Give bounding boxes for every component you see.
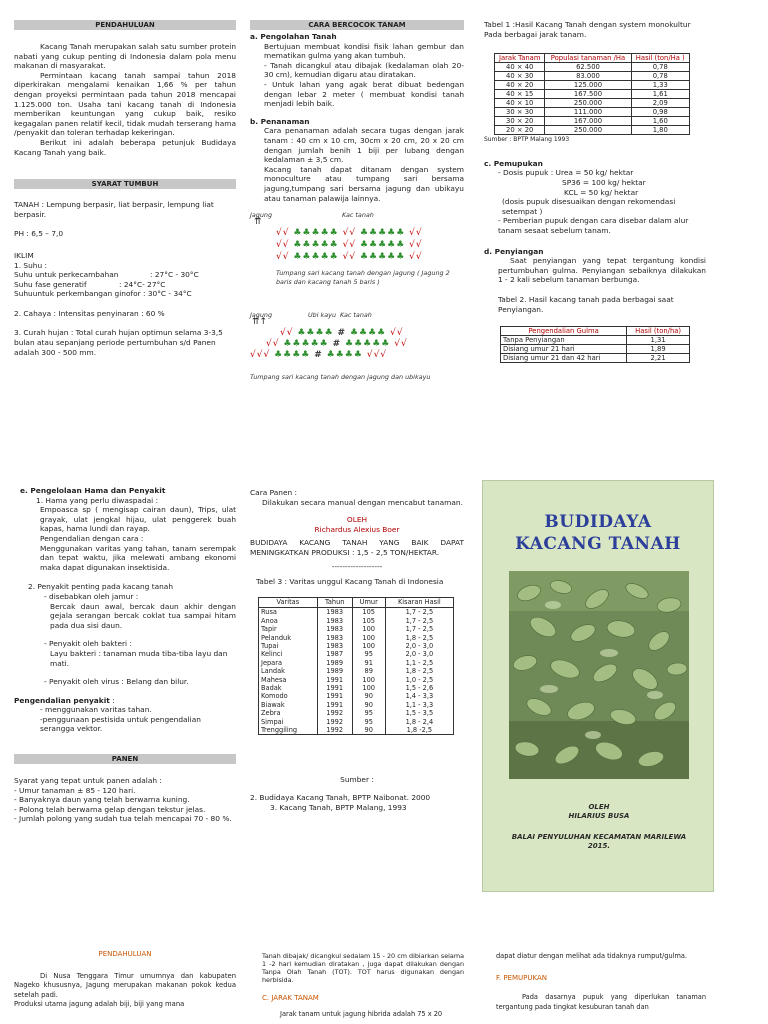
penyakit-jamur-label: - disebabkan oleh jamur : (44, 591, 139, 601)
tabel-3-cell: Pelanduk (259, 634, 318, 642)
tabel-2-header-cell: Pengendalian Gulma (501, 327, 627, 336)
tabel-3-row (259, 650, 454, 658)
cara-bercocok-tanam-header: CARA BERCOCOK TANAM (250, 20, 464, 30)
penyakit-virus-text: - Penyakit oleh virus : Belang dan bilur. (44, 677, 189, 687)
tabel-3-cell: 105 (352, 617, 385, 625)
panel-5 (250, 488, 464, 812)
cover-author: HILARIUS BUSA (568, 812, 630, 820)
tabel-1-row (495, 108, 690, 117)
panel-1 (14, 20, 236, 357)
pengolahan-paragraph-1: Bertujuan membuat kondisi fisik lahan gembur dan mematikan gulma yang akan tumbuh. (264, 41, 464, 61)
tumpang-sari-diagram-1 (250, 211, 464, 303)
bottom-gulma-text: dapat diatur dengan melihat ada tidaknya rumput/gulma. (496, 952, 688, 960)
tabel-3-cell: 1992 (317, 726, 352, 735)
budidaya-statement: BUDIDAYA KACANG TANAH YANG BAIK DAPAT MENINGKATKAN PRODUKSI : 1,5 - 2,5 TON/HEKTAR. (250, 538, 464, 557)
sumber-item-2: 3. Kacang Tanah, BPTP Malang, 1993 (270, 802, 407, 812)
tabel-1-cell: 40 × 10 (495, 99, 545, 108)
plant-row-2-2: √√ ♣♣♣♣♣ # ♣♣♣♣♣ √√ (266, 339, 408, 350)
tabel-2 (500, 326, 690, 363)
tabel-3-header-cell: Varitas (259, 597, 318, 608)
tabel-3-cell: 1,5 - 2,6 (385, 684, 453, 692)
tabel-1-cell: 40 × 15 (495, 90, 545, 99)
plant-row-3: √√ ♣♣♣♣♣ √√ ♣♣♣♣♣ √√ (276, 252, 423, 263)
tabel-3-cell: 91 (352, 659, 385, 667)
dosis-sp36: SP36 = 100 kg/ hektar (562, 177, 646, 187)
tabel-3-cell: 2,0 - 3,0 (385, 650, 453, 658)
tabel-1-cell: 40 × 30 (495, 72, 545, 81)
tabel-3-cell: Tupai (259, 642, 318, 650)
tabel-3-row (259, 726, 454, 735)
tabel-1-cell: 250.000 (545, 99, 631, 108)
tabel-3-row (259, 642, 454, 650)
suhu-title: 1. Suhu : (14, 260, 47, 270)
panel-2 (250, 20, 464, 391)
tabel-3-row (259, 718, 454, 726)
sumber-item-1: 2. Budidaya Kacang Tanah, BPTP Naibonat. 2000 (250, 793, 431, 803)
peanut-plant-photo (509, 571, 689, 779)
tabel-1-cell: 40 × 20 (495, 81, 545, 90)
tabel-1-row (495, 99, 690, 108)
tabel-3-header-cell: Umur (352, 597, 385, 608)
pemupukan-title: c. Pemupukan (484, 158, 543, 168)
cover-panel (482, 480, 714, 892)
penyakit-bakteri-text: Layu bakteri : tanaman muda tiba-tiba layu dan mati. (50, 648, 228, 668)
diagram-2-ubi-label: Ubi kayu (308, 311, 336, 320)
cover-oleh: OLEH (588, 803, 610, 811)
tabel-3-row (259, 684, 454, 692)
tabel-3-cell: Komodo (259, 692, 318, 700)
cover-title (483, 511, 713, 555)
cahaya-text: 2. Cahaya : Intensitas penyinaran : 60 % (14, 308, 165, 318)
tabel-3-cell: 1,7 - 2,5 (385, 617, 453, 625)
tabel-1-header-cell: Populasi tanaman /Ha (545, 54, 631, 63)
oleh-label: OLEH (346, 515, 368, 525)
tabel-3-cell: 1987 (317, 650, 352, 658)
panen-item-1: - Umur tanaman ± 85 - 120 hari. (14, 785, 136, 795)
tabel-3-row (259, 634, 454, 642)
tabel-1-cell: 167.500 (545, 90, 631, 99)
pendahuluan-paragraph-1: Kacang Tanah merupakan salah satu sumber protein nabati yang cukup penting di Indonesia dalam pola menu makanan di masyarakat. (14, 42, 236, 71)
tabel-3-cell: Landak (259, 667, 318, 675)
panen-intro: Syarat yang tepat untuk panen adalah : (14, 776, 162, 786)
cara-panen-label: Cara Panen : (250, 488, 298, 497)
tabel-3-row (259, 692, 454, 700)
tabel-1-cell: 30 × 20 (495, 117, 545, 126)
tabel-3-cell: 90 (352, 692, 385, 700)
penyakit-bakteri-label: - Penyakit oleh bakteri : (44, 639, 132, 649)
tabel-3-cell: Kelinci (259, 650, 318, 658)
cover-institution: BALAI PENYULUHAN KECAMATAN MARILEWA (511, 833, 687, 841)
tabel-3-header-row (259, 597, 454, 608)
plant-row-2-3: √√√ ♣♣♣♣ # ♣♣♣♣ √√√ (250, 350, 388, 361)
tumpang-sari-diagram-2 (250, 311, 464, 391)
bottom-olah-tanah-text: Tanah dibajak/ dicangkul sedalam 15 - 20 cm dibiarkan selama 1 -2 hari kemudian diratakan , juga dapat dilakukan dengan Tanpa Olah Tanah (TOT). TOT harus digunakan dengan herbisida. (262, 952, 464, 984)
bottom-panel-3 (496, 952, 706, 1024)
pengolahan-tanah-title: a. Pengolahan Tanah (250, 32, 337, 41)
hama-text: Empoasca sp ( mengisap cairan daun), Trips, ulat grayak, ulat jengkal hijau, ulat penggerek buah kapas, hama lundi dan rayap. (40, 505, 236, 534)
tabel-1-cell: 1,60 (631, 117, 689, 126)
bottom-pendahuluan-paragraph-1: Di Nusa Tenggara Timur umumnya dan kabupaten Nageko khususnya, Jagung merupakan makanan pokok kedua setelah padi. (14, 971, 236, 999)
tabel-3-cell: 1983 (317, 625, 352, 633)
suhu-2-label: Suhu fase generatif (14, 279, 87, 289)
bottom-jarak-tanam-title: C. JARAK TANAM (262, 994, 319, 1002)
diagram-2-kacang-label: Kac tanah (340, 311, 372, 320)
tabel-3-row (259, 659, 454, 667)
panen-item-2: - Banyaknya daun yang telah berwarna kuning. (14, 795, 190, 805)
suhu-row-2 (14, 280, 236, 290)
penyiangan-title: d. Penyiangan (484, 246, 544, 256)
tabel-1-row (495, 72, 690, 81)
panen-item-4: - Jumlah polong yang sudah tua telah mencapai 70 - 80 %. (14, 814, 232, 824)
diagram-1-jagung-label: Jagung (250, 211, 273, 220)
tabel-3-cell: 100 (352, 625, 385, 633)
tabel-3-cell: Rusa (259, 608, 318, 617)
tabel-3-cell: 1991 (317, 676, 352, 684)
tabel-1-header-cell: Jarak Tanam (495, 54, 545, 63)
tabel-1-source: Sumber : BPTP Malang 1993 (484, 136, 570, 144)
penanaman-paragraph-1: Cara penanaman adalah secara tugas dengan jarak tanam : 40 cm x 10 cm, 30cm x 20 cm, 20 x 20 cm dengan jumlah benih 1 biji per lubang dengan kedalaman ± 3,5 cm. (264, 126, 464, 165)
dosis-urea: - Dosis pupuk : Urea = 50 kg/ hektar (498, 168, 634, 178)
tabel-3-cell: Biawak (259, 701, 318, 709)
pengendalian-hama-label: Pengendalian dengan cara : (40, 533, 144, 543)
tabel-1-cell: 1,80 (631, 126, 689, 135)
author-name: Richardus Alexius Boer (314, 524, 400, 534)
tabel-1-cell: 111.000 (545, 108, 631, 117)
tabel-2-body (501, 336, 690, 363)
bottom-jarak-tanam-text: Jarak tanam untuk jagung hibrida adalah 75 x 20 (280, 1009, 443, 1018)
bottom-panel-2 (262, 952, 464, 1024)
tabel-3-cell: 89 (352, 667, 385, 675)
pengolahan-tanah-body (250, 42, 464, 109)
tabel-3-cell: 1991 (317, 684, 352, 692)
tabel-3-cell: 1,5 - 3,5 (385, 709, 453, 717)
tabel-1-cell: 20 × 20 (495, 126, 545, 135)
tabel-3-cell: Mahesa (259, 676, 318, 684)
tabel-1-cell: 0,98 (631, 108, 689, 117)
panen-item-3: - Polong telah berwarna gelap dengan tekstur jelas. (14, 804, 206, 814)
corn-arrows-icon: ⇈ (254, 217, 262, 228)
pendahuluan-header: PENDAHULUAN (14, 20, 236, 30)
bottom-pemupukan-title: F. PEMUPUKAN (496, 973, 547, 982)
tabel-2-row (501, 336, 690, 345)
tabel-3-cell: 90 (352, 726, 385, 735)
tabel-3-cell: 95 (352, 718, 385, 726)
tabel-1-row (495, 63, 690, 72)
tabel-1-cell: 83.000 (545, 72, 631, 81)
tabel-3-title: Tabel 3 : Varitas unggul Kacang Tanah di Indonesia (256, 577, 444, 587)
tabel-3-cell: 1983 (317, 608, 352, 617)
tabel-3-cell: 1,8 - 2,4 (385, 718, 453, 726)
tabel-3-cell: Trenggiling (259, 726, 318, 735)
tabel-2-cell: 1,89 (627, 345, 690, 354)
cover-year: 2015. (587, 842, 611, 850)
tabel-3-cell: 1,1 - 2,5 (385, 659, 453, 667)
pengendalian-penyakit-1: - menggunakan varitas tahan. (40, 705, 152, 715)
tabel-1-title: Tabel 1 :Hasil Kacang Tanah dengan system monokultur Pada berbagai jarak tanam. (484, 20, 691, 39)
tabel-2-title: Tabel 2. Hasil kacang tanah pada berbagai saat Penyiangan. (498, 294, 674, 314)
tabel-3-cell: 1,4 - 3,3 (385, 692, 453, 700)
bottom-pendahuluan-paragraph-2: Produksi utama jagung adalah biji, biji yang mana (14, 1000, 185, 1009)
suhu-1-value: : 27°C - 30°C (150, 270, 199, 280)
tabel-3-cell: 1989 (317, 667, 352, 675)
tabel-3-cell: 1992 (317, 709, 352, 717)
tanah-text: TANAH : Lempung berpasir, liat berpasir, lempung liat berpasir. (14, 200, 214, 219)
penanaman-body (250, 126, 464, 203)
panen-header: PANEN (14, 754, 236, 764)
ph-text: PH : 6,5 – 7,0 (14, 229, 64, 239)
tabel-3-row (259, 667, 454, 675)
tabel-1-cell: 30 × 30 (495, 108, 545, 117)
tabel-3-cell: 1,7 - 2,5 (385, 625, 453, 633)
tabel-1-header-row (495, 54, 690, 63)
tabel-1-cell: 62.500 (545, 63, 631, 72)
tabel-3-cell: 1991 (317, 701, 352, 709)
tabel-1-cell: 1,61 (631, 90, 689, 99)
diagram-2-caption: Tumpang sari kacang tanah dengan jagung dan ubikayu (250, 373, 431, 382)
syarat-tumbuh-header: SYARAT TUMBUH (14, 179, 236, 189)
tabel-3-cell: Tapir (259, 625, 318, 633)
tabel-3-row (259, 701, 454, 709)
tabel-2-header-row (501, 327, 690, 336)
tabel-3-cell: 95 (352, 650, 385, 658)
cover-title-line-1: BUDIDAYA (544, 512, 652, 532)
tabel-1-row (495, 117, 690, 126)
tabel-1-row (495, 81, 690, 90)
suhu-1-label: Suhu untuk perkecambahan (14, 270, 119, 280)
suhu-3-text: Suhuuntuk perkembangan ginofor : 30°C - 34°C (14, 289, 192, 299)
hama-title: 1. Hama yang perlu diwaspadai : (36, 495, 159, 505)
pengendalian-penyakit-title: Pengendalian penyakit (14, 695, 110, 705)
tabel-1-body (495, 63, 690, 135)
sumber-label: Sumber : (340, 775, 374, 785)
tabel-3-body (259, 608, 454, 735)
tabel-2-cell: Disiang umur 21 dan 42 hari (501, 354, 627, 363)
tabel-3-cell: 1991 (317, 692, 352, 700)
tabel-3-cell: Anoa (259, 617, 318, 625)
tabel-1-cell: 0,78 (631, 63, 689, 72)
tabel-3-cell: 95 (352, 709, 385, 717)
tabel-3-cell: 1989 (317, 659, 352, 667)
curah-hujan-text: 3. Curah hujan : Total curah hujan optimun selama 3-3,5 bulan atau sepanjang periode pertumbuhan s/d Panen adalah 300 - 500 mm. (14, 328, 223, 357)
tabel-3-cell: 100 (352, 642, 385, 650)
bottom-pemupukan-text: Pada dasarnya pupuk yang diperlukan tanaman tergantung pada tingkat kesuburan tanah dan (496, 993, 706, 1011)
tabel-3-cell: 105 (352, 608, 385, 617)
bottom-panel-1 (14, 950, 236, 1024)
pengolahan-paragraph-2: - Tanah dicangkul atau dibajak (kedalaman olah 20-30 cm), kemudian digaru atau diratakan. (264, 60, 464, 80)
penanaman-title: b. Penanaman (250, 116, 310, 126)
pengendalian-penyakit-colon: : (109, 695, 115, 705)
tabel-3-cell: 100 (352, 676, 385, 684)
separator-dashes: ------------------- (331, 561, 383, 571)
tabel-3-cell: Simpai (259, 718, 318, 726)
tabel-3-row (259, 617, 454, 625)
tabel-3-cell: 1,8 - 2,5 (385, 667, 453, 675)
cara-panen-text: Dilakukan secara manual dengan mencabut tanaman. (262, 497, 463, 507)
pengolahan-paragraph-3: - Untuk lahan yang agak berat dibuat bedengan dengan lebar 2 meter ( membuat kondisi tanah menjadi lebih baik. (264, 79, 464, 109)
tabel-1-header-cell: Hasil (ton/Ha ) (631, 54, 689, 63)
plant-row-2-1: √√ ♣♣♣♣ # ♣♣♣♣ √√ (280, 328, 404, 339)
tabel-3-header-cell: Tahun (317, 597, 352, 608)
tabel-3-cell: 1,7 - 2,5 (385, 608, 453, 617)
tabel-2-cell: Disiang umur 21 hari (501, 345, 627, 354)
tabel-3-cell: 90 (352, 701, 385, 709)
tabel-3-cell: 1,0 - 2,5 (385, 676, 453, 684)
tabel-2-cell: 2,21 (627, 354, 690, 363)
tabel-3-cell: Jepara (259, 659, 318, 667)
tabel-3-row (259, 709, 454, 717)
tabel-2-row (501, 345, 690, 354)
panel-3 (484, 20, 706, 363)
dosis-kcl: KCL = 50 kg/ hektar (564, 187, 639, 197)
tabel-1-cell: 2,09 (631, 99, 689, 108)
tabel-2-cell: 1,31 (627, 336, 690, 345)
suhu-2-value: : 24°C- 27°C (119, 279, 166, 289)
tabel-3-cell: 100 (352, 634, 385, 642)
tabel-3-cell: 1,8 - 2,5 (385, 634, 453, 642)
tabel-3-cell: 1,8 -2,5 (385, 726, 453, 735)
tabel-3-cell: 100 (352, 684, 385, 692)
cover-title-line-2: KACANG TANAH (515, 534, 681, 554)
tabel-3-row (259, 676, 454, 684)
tabel-1-cell: 0,78 (631, 72, 689, 81)
tabel-3-cell: 1983 (317, 617, 352, 625)
hama-penyakit-title: e. Pengelolaan Hama dan Penyakit (20, 486, 166, 495)
penyakit-jamur-text: Bercak daun awal, bercak daun akhir dengan gejala serangan bercak coklat tua sampai hitam pada dua sisi daun. (50, 601, 236, 630)
tabel-1 (494, 53, 690, 135)
iklim-label: IKLIM (14, 250, 34, 260)
tabel-3-cell: Badak (259, 684, 318, 692)
penyiangan-paragraph: Saat penyiangan yang tepat tergantung kondisi pertumbuhan gulma. Penyiangan sebaiknya dilakukan 1 - 2 kali sebelum tanaman berbunga. (498, 256, 706, 285)
tabel-2-header-cell: Hasil (ton/ha) (627, 327, 690, 336)
dosis-note: (dosis pupuk disesuaikan dengan rekomendasi setempat ) (502, 197, 676, 216)
panel-4 (14, 486, 236, 824)
tabel-2-row (501, 354, 690, 363)
pendahuluan-paragraph-2: Permintaan kacang tanah sampai tahun 2018 diperkirakan mengalami kenaikan 1,66 % per tahun dengan proyeksi permintaan pada tahun 2018 mencapai 1.125.000 ton. Usaha tani kacang tanah di Indonesia memberikan keuntungan yang cukup baik, resiko kegagalan panen relatif kecil, tidak mudah terserang hama /penyakit dan toleran terhadap kekeringan. (14, 70, 236, 138)
tabel-1-row (495, 90, 690, 99)
tabel-2-cell: Tanpa Penyiangan (501, 336, 627, 345)
tabel-1-cell: 40 × 40 (495, 63, 545, 72)
tabel-3-cell: 1983 (317, 634, 352, 642)
tabel-1-cell: 167.000 (545, 117, 631, 126)
pengendalian-penyakit-2: -penggunaan pestisida untuk pengendalian serangga vektor. (40, 714, 201, 734)
diagram-1-caption: Tumpang sari kacang tanah dengan jagung ( Jagung 2 baris dan kacang tanah 5 baris ) (276, 269, 450, 286)
diagram-2-jagung-label: Jagung (250, 311, 273, 320)
tabel-3-cell: Zebra (259, 709, 318, 717)
plant-row-2: √√ ♣♣♣♣♣ √√ ♣♣♣♣♣ √√ (276, 240, 423, 251)
penyakit-title: 2. Penyakit penting pada kacang tanah (28, 582, 174, 592)
tabel-3 (258, 597, 454, 736)
tabel-3-cell: 2,0 - 3,0 (385, 642, 453, 650)
tabel-3-header-cell: Kisaran Hasil (385, 597, 453, 608)
tabel-1-cell: 1,33 (631, 81, 689, 90)
tabel-1-cell: 250.000 (545, 126, 631, 135)
diagram-1-kacang-label: Kac tanah (342, 211, 374, 220)
plant-row-1: √√ ♣♣♣♣♣ √√ ♣♣♣♣♣ √√ (276, 228, 423, 239)
tabel-1-row (495, 126, 690, 135)
pendahuluan-paragraph-3: Berikut ini adalah beberapa petunjuk Budidaya Kacang Tanah yang baik. (14, 137, 236, 157)
tabel-3-cell: 1,1 - 3,3 (385, 701, 453, 709)
pengendalian-penyakit-line (14, 696, 236, 706)
penanaman-paragraph-2: Kacang tanah dapat ditanam dengan system monoculture atau tumpang sari bersama jagung,tumpang sari bersama jagung dan ubikayu atau tanaman palawija lainnya. (264, 164, 464, 203)
bottom-pendahuluan-header: PENDAHULUAN (98, 950, 152, 958)
pemberian-pupuk: - Pemberian pupuk dengan cara disebar dalam alur tanam sesaat sebelum tanam. (498, 216, 689, 235)
pengendalian-hama-text: Menggunakan varitas yang tahan, tanam serempak dan tepat waktu, jika melewati ambang ekonomi maka dapat digunakan insektisida. (40, 543, 236, 572)
tabel-1-cell: 125.000 (545, 81, 631, 90)
tabel-3-cell: 1983 (317, 642, 352, 650)
corn-arrows-icon-2: ⇈↑ (252, 317, 268, 328)
cover-credits (483, 803, 715, 851)
suhu-row-1 (14, 270, 236, 280)
tabel-3-row (259, 608, 454, 617)
tabel-3-row (259, 625, 454, 633)
tabel-3-cell: 1992 (317, 718, 352, 726)
